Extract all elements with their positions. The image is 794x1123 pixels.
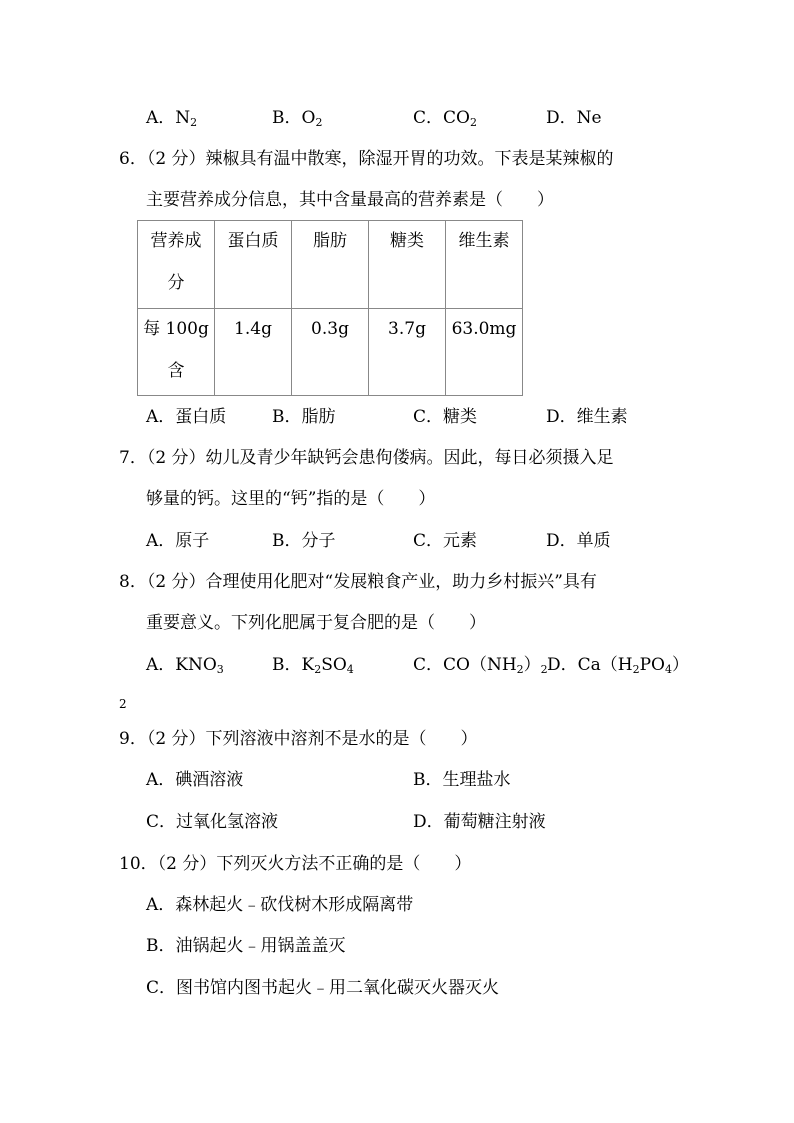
q5-option-b: B．$O_2$ (272, 108, 323, 129)
q8-option-a: A．$KNO_3$ (146, 655, 224, 676)
q9-option-c: C．过氧化氢溶液 (146, 812, 279, 832)
q10-option-a: A．森林起火﹣砍伐树木形成隔离带 (146, 895, 414, 915)
table-header-cell: 蛋白质 (215, 221, 292, 309)
table-header-cell: 营养成 分 (138, 221, 215, 309)
table-row (138, 309, 523, 396)
table-header-cell: 维生素 (446, 221, 523, 309)
q8-stem-line2: 重要意义。下列化肥属于复合肥的是（ ） (146, 613, 486, 633)
q7-stem-line1: 7．（2 分）幼儿及青少年缺钙会患佝偻病。因此，每日必须摄入足 (119, 448, 614, 468)
table-cell: 3.7g (369, 309, 446, 396)
q8-option-c: C．$CO(NH_2)_2$ (413, 655, 548, 676)
table-header-row (138, 221, 523, 309)
q6-option-d: D．维生素 (546, 407, 628, 427)
nutrition-table (137, 220, 523, 396)
q7-option-a: A．原子 (146, 531, 210, 551)
q9-option-d: D．葡萄糖注射液 (413, 812, 546, 832)
q9-stem: 9．（2 分）下列溶液中溶剂不是水的是（ ） (119, 729, 478, 749)
q7-option-b: B．分子 (272, 531, 336, 551)
table-header-cell: 糖类 (369, 221, 446, 309)
q8-option-d: D．$Ca(H_2PO_4)$ (547, 655, 689, 676)
q6-option-a: A．蛋白质 (146, 407, 227, 427)
table-header-cell: 脂肪 (292, 221, 369, 309)
q5-option-a: A．$N_2$ (146, 108, 198, 129)
q6-option-b: B．脂肪 (272, 407, 336, 427)
table-cell: 0.3g (292, 309, 369, 396)
q8-option-b: B．$K_2SO_4$ (272, 655, 354, 676)
q6-option-c: C．糖类 (413, 407, 478, 427)
table-cell: 63.0mg (446, 309, 523, 396)
q5-option-c: C．$CO_2$ (413, 108, 477, 129)
q9-option-b: B．生理盐水 (413, 770, 511, 790)
q7-option-d: D．单质 (546, 531, 611, 551)
q8-option-d-wrap: 2 (119, 697, 127, 711)
table-row-label: 每 100g 含 (138, 309, 215, 396)
q9-option-a: A．碘酒溶液 (146, 770, 244, 790)
q6-stem-line1: 6．（2 分）辣椒具有温中散寒，除湿开胃的功效。下表是某辣椒的 (119, 149, 614, 169)
q8-stem-line1: 8．（2 分）合理使用化肥对“发展粮食产业，助力乡村振兴”具有 (119, 572, 597, 592)
q5-option-d: D．Ne (546, 108, 602, 128)
q7-option-c: C．元素 (413, 531, 478, 551)
table-cell: 1.4g (215, 309, 292, 396)
q7-stem-line2: 够量的钙。这里的“钙”指的是（ ） (146, 489, 436, 509)
q10-option-c: C．图书馆内图书起火﹣用二氧化碳灭火器灭火 (146, 978, 500, 998)
q10-option-b: B．油锅起火﹣用锅盖盖灭 (146, 936, 346, 956)
q6-stem-line2: 主要营养成分信息，其中含量最高的营养素是（ ） (146, 190, 554, 210)
q10-stem: 10．（2 分）下列灭火方法不正确的是（ ） (119, 854, 472, 874)
